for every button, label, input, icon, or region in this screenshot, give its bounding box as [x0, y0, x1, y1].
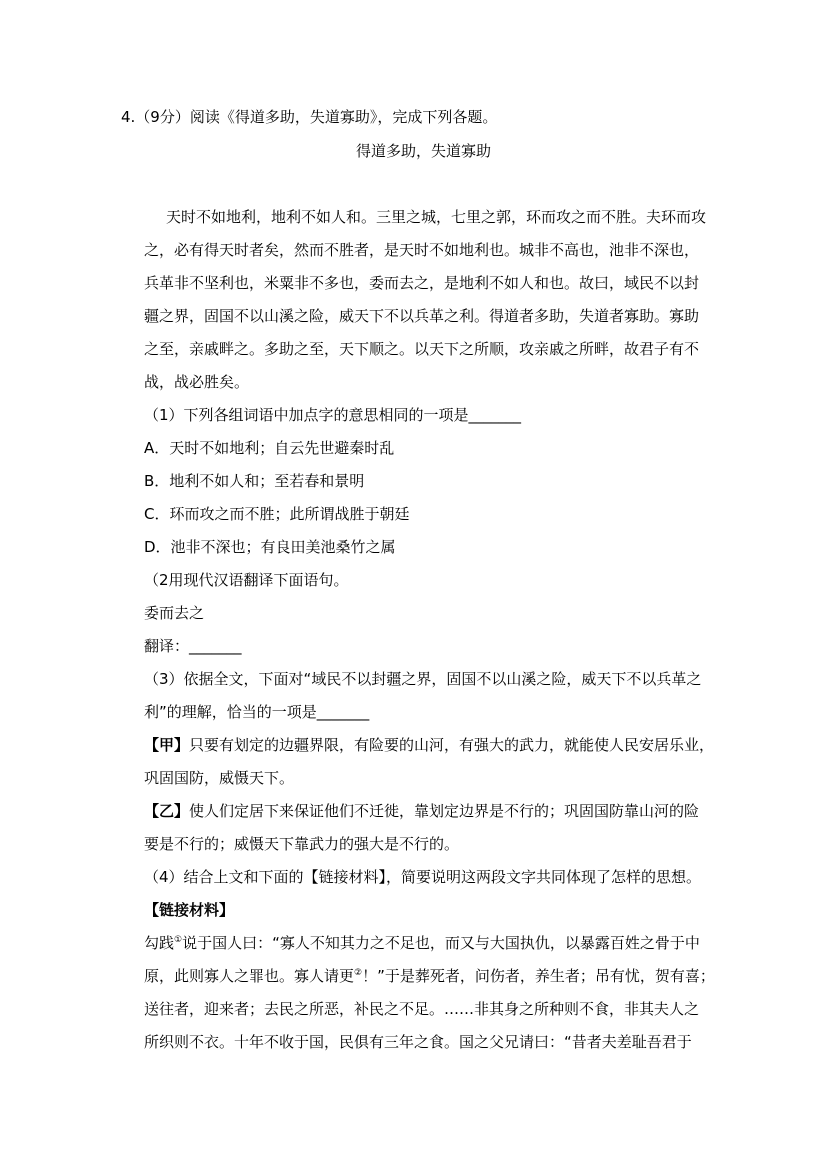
material-text: 原，此则寡人之罪也。寡人请更 — [144, 967, 355, 985]
material-line: 送往者，迎来者；去民之所恶，补民之不足。……非其身之所种则不食，非其夫人之 — [144, 1000, 700, 1018]
material-text: 说于国人曰：“寡人不知其力之不足也，而又与大国执仇，以暴露百姓之骨于中 — [182, 934, 700, 952]
q1-stem: （1）下列各组词语中加点字的意思相同的一项是_______ — [144, 406, 522, 424]
q3-stem-line2: 利”的理解，恰当的一项是_______ — [144, 703, 370, 721]
material-text: 勾践 — [144, 934, 175, 952]
q1-option-d: D．池非不深也；有良田美池桑竹之属 — [144, 538, 396, 556]
material-line: 所织则不衣。十年不收于国，民俱有三年之食。国之父兄请曰：“昔者夫差耻吾君于 — [144, 1033, 692, 1051]
material-line — [144, 966, 715, 986]
material-text: ！”于是葬死者，问伤者，养生者；吊有忧，贺有喜； — [362, 967, 715, 985]
q3-jia-label: 【甲】 — [144, 736, 190, 754]
passage-line: 之至，亲戚畔之。多助之至，天下顺之。以天下之所顺，攻亲戚之所畔，故君子有不 — [144, 340, 700, 358]
q3-jia-line2: 巩固国防，威慑天下。 — [144, 769, 295, 787]
q1-option-b: B．地利不如人和；至若春和景明 — [144, 472, 365, 490]
q3-stem-line1: （3）依据全文，下面对“域民不以封疆之界，固国不以山溪之险，威天下不以兵革之 — [144, 670, 702, 688]
q1-option-c: C．环而攻之而不胜；此所谓战胜于朝廷 — [144, 505, 410, 523]
passage-line: 天时不如地利，地利不如人和。三里之城，七里之郭，环而攻之而不胜。夫环而攻 — [166, 208, 707, 226]
passage-line: 之，必有得天时者矣，然而不胜者，是天时不如地利也。城非不高也，池非不深也， — [144, 241, 700, 259]
passage-line: 战，战必胜矣。 — [144, 373, 250, 391]
footnote-marker: ② — [354, 968, 363, 978]
q3-yi-text: 使人们定居下来保证他们不迁徙，靠划定边界是不行的；巩固国防靠山河的险 — [189, 802, 700, 820]
passage-line: 疆之界，固国不以山溪之险，威天下不以兵革之利。得道者多助，失道者寡助。寡助 — [144, 307, 700, 325]
q2-stem: （2用现代汉语翻译下面语句。 — [144, 571, 349, 589]
q3-yi-line1 — [144, 801, 699, 821]
q3-jia-text: 只要有划定的边疆界限，有险要的山河，有强大的武力，就能使人民安居乐业， — [189, 736, 715, 754]
q4-stem: （4）结合上文和下面的【链接材料】，简要说明这两段文字共同体现了怎样的思想。 — [144, 868, 702, 886]
q3-jia-line1 — [144, 735, 714, 755]
footnote-marker: ① — [174, 935, 183, 945]
q3-yi-line2: 要是不行的；威慑天下靠武力的强大是不行的。 — [144, 835, 460, 853]
q4-material-label: 【链接材料】 — [144, 901, 235, 919]
q1-option-a: A．天时不如地利；自云先世避秦时乱 — [144, 439, 395, 457]
question-header: 4.（9分）阅读《得道多助，失道寡助》，完成下列各题。 — [121, 108, 498, 126]
passage-title: 得道多助，失道寡助 — [356, 142, 492, 160]
q2-sentence: 委而去之 — [144, 604, 205, 622]
q2-answer-blank: 翻译：_______ — [144, 637, 242, 655]
material-line — [144, 933, 700, 953]
q3-yi-label: 【乙】 — [144, 802, 190, 820]
passage-line: 兵革非不坚利也，米粟非不多也，委而去之，是地利不如人和也。故曰，域民不以封 — [144, 274, 700, 292]
